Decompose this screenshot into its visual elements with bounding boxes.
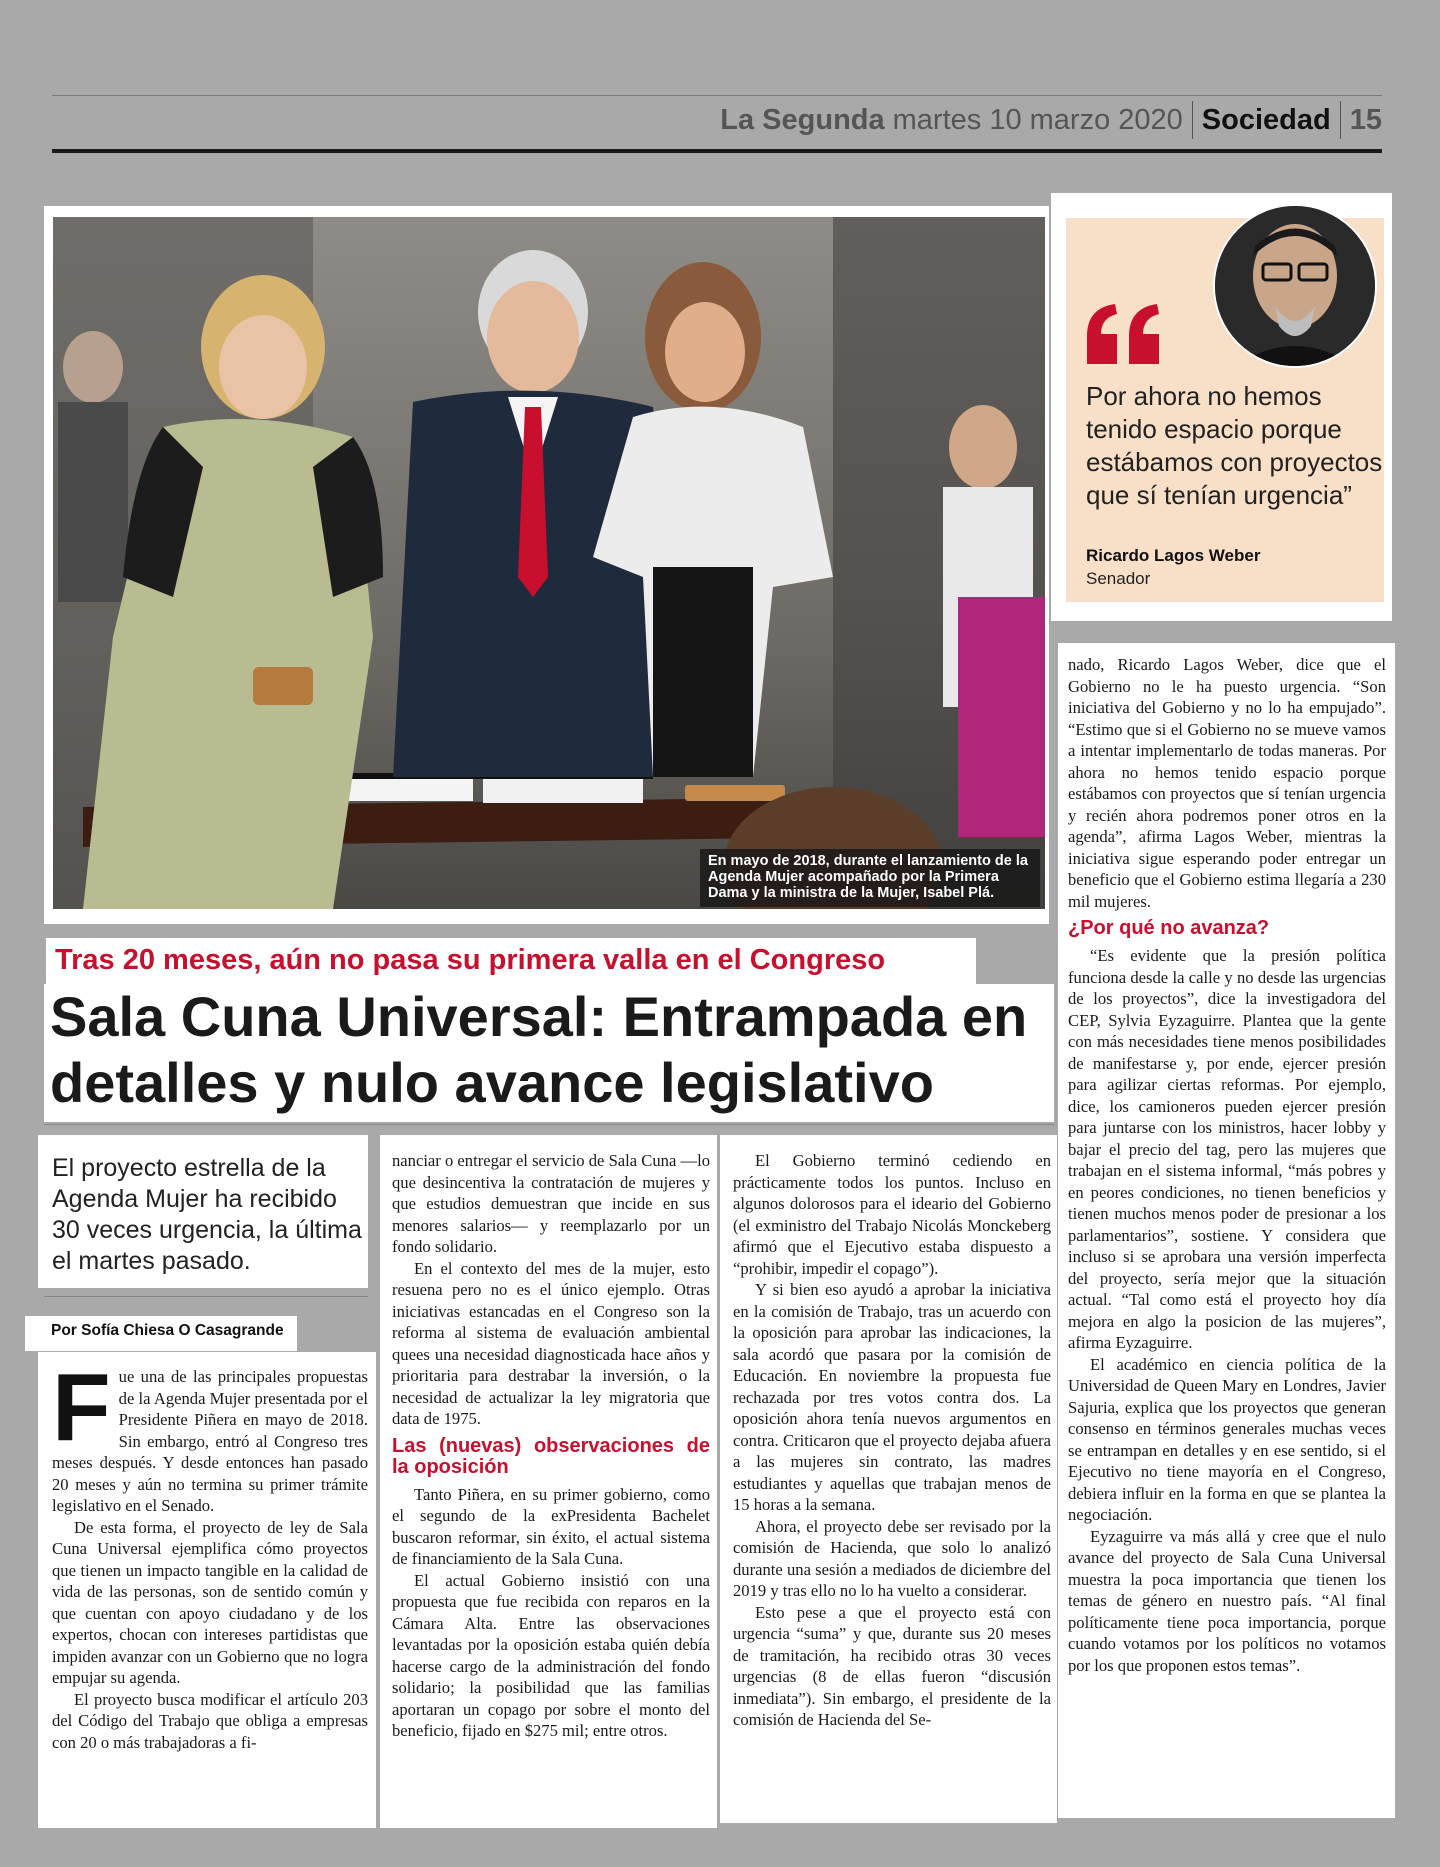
byline: Por Sofía Chiesa O Casagrande — [51, 1322, 284, 1339]
kicker: Tras 20 meses, aún no pasa su primera valla en el Congreso — [55, 944, 886, 976]
paragraph: El académico en ciencia política de la Universidad de Queen Mary en Londres, Javier Sajuria, explica que los proyectos que generan consenso en términos generales muchas veces se entrampan en detalles y en ese sentido, si el Ejecutivo no tiene mayoría en el Congreso, debiera influir en la forma en que se plantea la negociación. — [1068, 1354, 1386, 1524]
deck: El proyecto estrella de la Agenda Mujer ha recibido 30 veces urgencia, la última el martes pasado. — [52, 1154, 362, 1275]
article-column-3 — [733, 1150, 1051, 1731]
paragraph: “Es evidente que la presión política funciona desde la calle y no desde las urgencias de los proyectos”, dice la investigadora del CEP, Sylvia Eyzaguirre. Plantea que la gente con más necesidades tiene menos posibilidades de manifestarse y, por ende, ejercer presión para agilizar ciertas reformas. Por ejemplo, dice, los camioneros pueden ejercer presión para juntarse con los ministros, hacer lobby y bajar el precio del tag, pero las mujeres que trabajan en el sistema informal, “más pobres y en peores condiciones, no tienen beneficios y tienen muchos menos poder de presionar a los parlamentarios”, sostiene. Y considera que incluso si se aprobara una versión imperfecta del proyecto, sería mejor que la situación actual. “Tal como está el proyecto hoy día mejora en algo la posicion de las mujeres”, afirma Eyzaguirre. — [1068, 946, 1386, 1352]
pull-quote-text: Por ahora no hemos tenido espacio porque estábamos con proyectos que sí tenían urgencia” — [1086, 381, 1383, 510]
headline: Sala Cuna Universal: Entrampada en detalles y nulo avance legislativo — [50, 985, 1028, 1114]
subheading: ¿Por qué no avanza? — [1068, 917, 1270, 939]
pull-quote-role: Senador — [1086, 569, 1151, 588]
paragraph: Y si bien eso ayudó a aprobar la iniciativa en la comisión de Trabajo, tras un acuerdo con la oposición para aprobar las indicaciones, la sala acordó que pasara por la comisión de Educación. En noviembre la propuesta fue rechazada por tres votos contra dos. La oposición ahora tenía nuevos argumentos en contra. Criticaron que el proyecto dejaba afuera a las mujeres sin contrato, las madres estudiantes y aquellas que trabajan menos de 15 horas a la semana. — [733, 1280, 1051, 1514]
paragraph: nanciar o entregar el servicio de Sala Cuna —lo que desincentiva la contratación de mujeres y que estudios demuestran que incide en sus menores salarios— y reemplazarlo por un fondo solidario. — [392, 1151, 710, 1256]
article-column-1 — [52, 1354, 368, 1753]
paper-name: La Segunda — [720, 103, 885, 136]
paragraph: El proyecto busca modificar el artículo 203 del Código del Trabajo que obliga a empresas con 20 o más trabajadoras a fi- — [52, 1689, 368, 1752]
paragraph: Tanto Piñera, en su primer gobierno, como el segundo de la exPresidenta Bachelet buscaron reformar, sin éxito, el actual sistema de financiamiento de la Sala Cuna. — [392, 1484, 710, 1568]
paragraph: nado, Ricardo Lagos Weber, dice que el Gobierno no le ha puesto urgencia. “Son iniciativa del Gobierno y no lo ha empujado”. “Estimo que si el Gobierno no se mueve vamos a intentar implementarlo de todas maneras. Por ahora no hemos tenido espacio porque estábamos con proyectos que sí tenían urgencia y recién ahora podremos poner otros en la agenda”, afirma Lagos Weber, mientras la iniciativa sigue esperando poder entregar un beneficio que el Gobierno estima llegaría a 230 mil mujeres. — [1068, 655, 1386, 911]
quote-mark-icon — [1083, 300, 1173, 370]
paragraph: El Gobierno terminó cediendo en prácticamente todos los puntos. Incluso en algunos dolorosos para el ideario del Gobierno (el exministro del Trabajo Nicolás Monckeberg afirmó que el Ejecutivo estaba dispuesto a “prohibir, impedir el copago”). — [733, 1151, 1051, 1278]
paragraph — [52, 1354, 368, 1517]
headline-rule — [44, 1124, 1054, 1125]
paragraph: Esto pese a que el proyecto está con urgencia “suma” y que, durante sus 20 meses de tramitación, ha recibido otras 30 veces urgencias (8 de ellas fueron “discusión inmediata”). Sin embargo, el presidente de la comisión de Hacienda del Se- — [733, 1602, 1051, 1729]
article-column-2 — [392, 1150, 710, 1742]
article-column-4 — [1068, 654, 1386, 1676]
pull-quote-author: Ricardo Lagos Weber — [1086, 546, 1261, 565]
paragraph-text: ue una de las principales propuestas de la Agenda Mujer presentada por el Presidente Piñera en mayo de 2018. Sin embargo, entró al Congreso tres meses después. Y desde entonces han pasado 20 meses y aún no termina su primer trámite legislativo en el Senado. — [52, 1367, 368, 1515]
paragraph: Eyzaguirre va más allá y cree que el nulo avance del proyecto de Sala Cuna Universal muestra la poca importancia que tienen los temas de género en nuestro país. “Al final políticamente tiene poca importancia, porque cuando votamos por los políticos no votamos por los que proponen estos temas”. — [1068, 1526, 1386, 1675]
section-name: Sociedad — [1201, 103, 1331, 136]
photo-caption: En mayo de 2018, durante el lanzamiento de la Agenda Mujer acompañado por la Primera Dama y la ministra de la Mujer, Isabel Plá. — [700, 849, 1040, 907]
paragraph: El actual Gobierno insistió con una propuesta que fue recibida con reparos en la Cámara Alta. Entre las observaciones levantadas por la oposición estaba quién debía hacerse cargo de la administración del fondo solidario; la posibilidad que las familias aportaran un copago por sobre el monto del beneficio, fijado en $275 mil; entre otros. — [392, 1570, 710, 1740]
portrait-photo — [1213, 204, 1377, 368]
subheading: Las (nuevas) observaciones de la oposición — [392, 1434, 710, 1478]
masthead-divider — [1340, 101, 1341, 139]
paragraph: Ahora, el proyecto debe ser revisado por la comisión de Hacienda, que solo lo analizó durante una sesión a mediados de diciembre del 2019 y tras ello no lo ha vuelto a considerar. — [733, 1516, 1051, 1600]
portrait-illustration — [1215, 206, 1375, 366]
paragraph: De esta forma, el proyecto de ley de Sala Cuna Universal ejemplifica cómo proyectos que tienen un impacto tangible en la calidad de vida de las personas, son de sentido común y que cuentan con apoyo ciudadano y de los expertos, chocan con intereses partidistas que impiden avanzar con un Gobierno que no logra empujar su agenda. — [52, 1517, 368, 1687]
deck-rule — [44, 1296, 368, 1297]
masthead — [720, 100, 1382, 140]
photo-illustration — [53, 217, 1045, 909]
header-top-rule — [52, 95, 1382, 96]
drop-cap: F — [52, 1354, 111, 1461]
masthead-divider — [1192, 101, 1193, 139]
header-bottom-rule — [52, 149, 1382, 153]
issue-date: martes 10 marzo 2020 — [892, 103, 1183, 136]
page-number: 15 — [1349, 103, 1382, 136]
paragraph: En el contexto del mes de la mujer, esto resuena pero no es el único ejemplo. Otras iniciativas estancadas en el Congreso son la reforma al sistema de evaluación ambiental quees una necesidad diagnosticada hace años y prioritaria para destrabar la inversión, o la necesidad de actualizar la ley migratoria que data de 1975. — [392, 1258, 710, 1428]
main-photo — [53, 217, 1045, 909]
